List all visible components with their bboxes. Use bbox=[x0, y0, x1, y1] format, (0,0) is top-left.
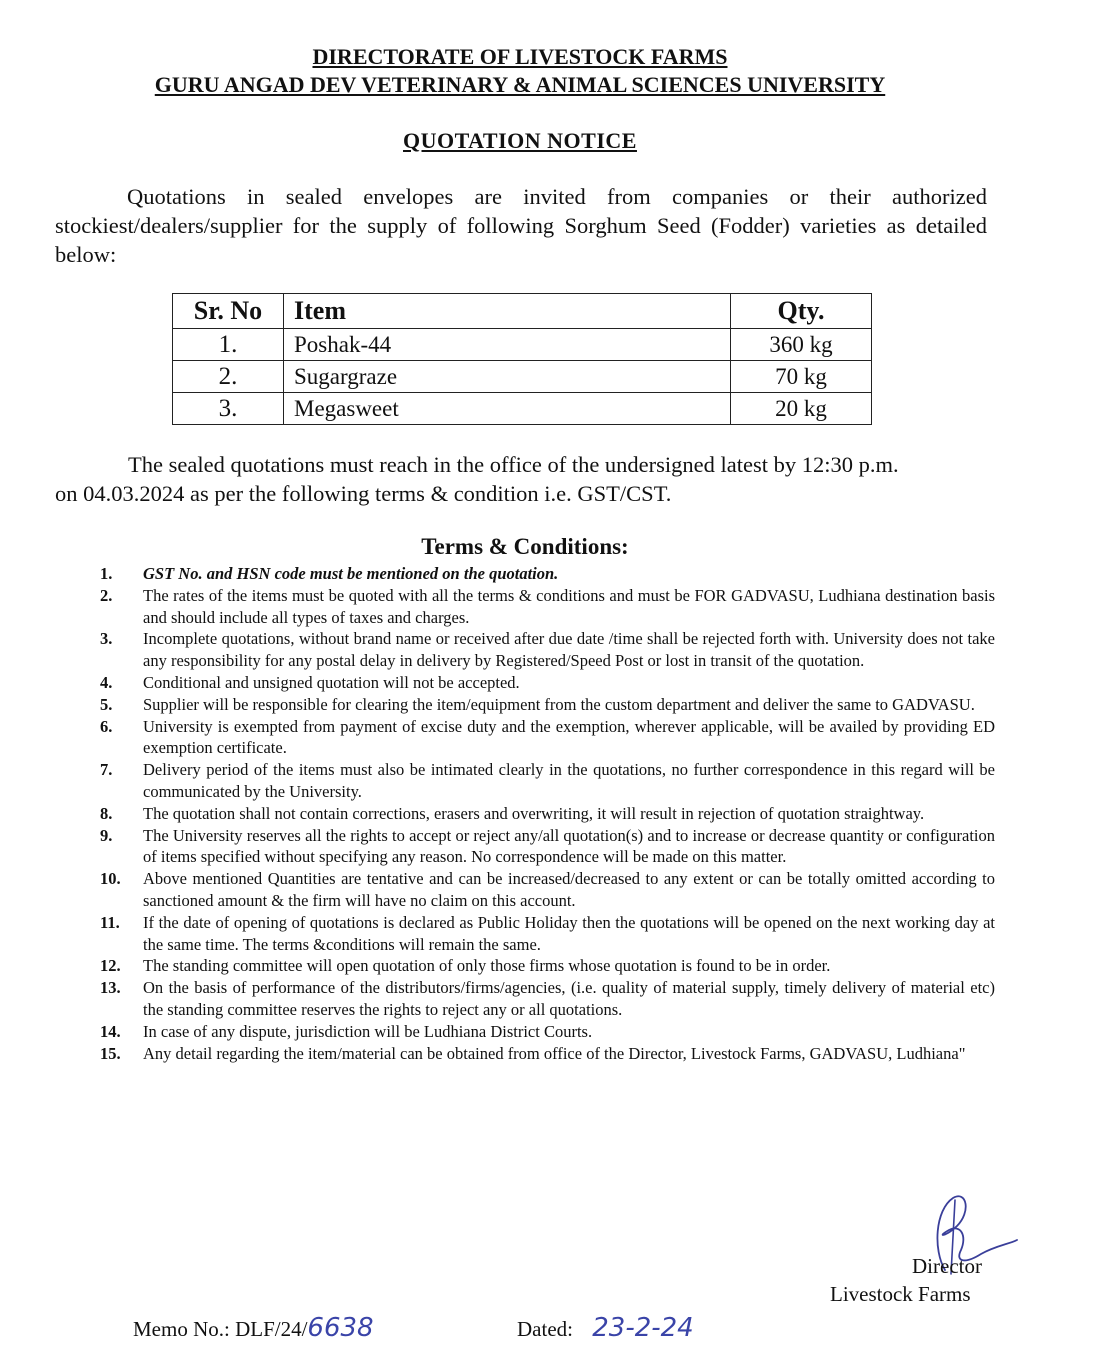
list-item bbox=[100, 672, 995, 694]
items-table bbox=[172, 293, 872, 425]
list-item bbox=[100, 628, 995, 672]
cell-sr: 2. bbox=[173, 361, 284, 393]
table-row bbox=[173, 393, 872, 425]
term-text: Delivery period of the items must also be intimated clearly in the quotations, no further correspondence in this regard will be communicated by the University. bbox=[143, 760, 995, 801]
signatory-title: Director bbox=[912, 1254, 982, 1278]
term-number: 12. bbox=[100, 956, 121, 976]
list-item bbox=[100, 955, 995, 977]
deadline-paragraph bbox=[55, 450, 995, 508]
cell-item: Megasweet bbox=[284, 393, 731, 425]
list-item bbox=[100, 1043, 995, 1065]
list-item bbox=[100, 803, 995, 825]
term-number: 10. bbox=[100, 869, 121, 889]
header-line-1: DIRECTORATE OF LIVESTOCK FARMS bbox=[312, 44, 728, 69]
list-item bbox=[100, 912, 995, 956]
list-item bbox=[100, 563, 995, 585]
terms-title: Terms & Conditions: bbox=[421, 534, 629, 559]
term-number: 7. bbox=[100, 760, 113, 780]
term-text: Any detail regarding the item/material can be obtained from office of the Director, Livestock Farms, GADVASU, Ludhiana" bbox=[143, 1043, 966, 1063]
term-number: 1. bbox=[100, 564, 113, 583]
cell-item: Sugargraze bbox=[284, 361, 731, 393]
memo-label: Memo No.: DLF/24/ bbox=[133, 1317, 308, 1341]
cell-item: Poshak-44 bbox=[284, 329, 731, 361]
term-text: In case of any dispute, jurisdiction will be Ludhiana District Courts. bbox=[143, 1021, 593, 1041]
term-number: 11. bbox=[100, 912, 120, 932]
header-qty: Qty. bbox=[731, 294, 872, 329]
list-item bbox=[100, 694, 995, 716]
term-text: University is exempted from payment of excise duty and the exemption, wherever applicable, will be availed by providing ED exemption certificate. bbox=[143, 716, 995, 758]
term-number: 15. bbox=[100, 1043, 121, 1063]
list-item bbox=[100, 585, 995, 629]
list-item bbox=[100, 868, 995, 912]
dated-label: Dated: bbox=[517, 1317, 573, 1341]
term-number: 2. bbox=[100, 585, 113, 605]
table-row bbox=[173, 329, 872, 361]
term-number: 13. bbox=[100, 978, 121, 998]
term-text: The University reserves all the rights to accept or reject any/all quotation(s) and to increase or decrease quantity or configuration of items specified without specifying any reason. No correspondence will be made on this matter. bbox=[143, 825, 995, 867]
notice-title: QUOTATION NOTICE bbox=[403, 128, 637, 153]
date-field bbox=[517, 1313, 694, 1343]
term-number: 9. bbox=[100, 825, 113, 845]
list-item bbox=[100, 825, 995, 869]
deadline-line-1: The sealed quotations must reach in the office of the undersigned latest by 12:30 p.m. bbox=[128, 452, 899, 477]
list-item bbox=[100, 759, 995, 803]
dated-handwritten-value: 23-2-24 bbox=[592, 1313, 694, 1343]
term-number: 8. bbox=[100, 803, 113, 823]
term-number: 14. bbox=[100, 1021, 121, 1041]
table-row bbox=[173, 361, 872, 393]
memo-number bbox=[133, 1313, 374, 1343]
term-text: The rates of the items must be quoted with all the terms & conditions and must be FOR GADVASU, Ludhiana destination basis and should include all types of taxes and charges. bbox=[143, 585, 995, 627]
term-text: Above mentioned Quantities are tentative and can be increased/decreased to any extent or can be totally omitted according to sanctioned amount & the firm will have no claim on this account. bbox=[143, 869, 995, 910]
term-number: 6. bbox=[100, 716, 113, 736]
cell-qty: 20 kg bbox=[731, 393, 872, 425]
term-text: On the basis of performance of the distributors/firms/agencies, (i.e. quality of material supply, timely delivery of material etc) the standing committee reserves the rights to reject any or all quotations. bbox=[143, 978, 995, 1019]
cell-sr: 3. bbox=[173, 393, 284, 425]
list-item bbox=[100, 1021, 995, 1043]
term-text: Incomplete quotations, without brand name or received after due date /time shall be rejected forth with. University does not take any responsibility for any postal delay in delivery by Registered/Speed Post or lost in transit of the quotation. bbox=[143, 629, 995, 671]
term-text: The standing committee will open quotation of only those firms whose quotation is found to be in order. bbox=[143, 956, 831, 976]
term-text: If the date of opening of quotations is declared as Public Holiday then the quotations will be opened on the next working day at the same time. The terms &conditions will remain the same. bbox=[143, 912, 995, 954]
term-number: 5. bbox=[100, 694, 113, 714]
cell-qty: 360 kg bbox=[731, 329, 872, 361]
term-number: 4. bbox=[100, 672, 113, 692]
list-item bbox=[100, 716, 995, 760]
term-text: The quotation shall not contain corrections, erasers and overwriting, it will result in rejection of quotation straightway. bbox=[143, 803, 925, 823]
header-line-2: GURU ANGAD DEV VETERINARY & ANIMAL SCIENCES UNIVERSITY bbox=[154, 72, 886, 97]
table-header-row bbox=[173, 294, 872, 329]
header-item: Item bbox=[284, 294, 731, 329]
term-text: Conditional and unsigned quotation will not be accepted. bbox=[143, 672, 520, 692]
term-number: 3. bbox=[100, 629, 113, 649]
cell-sr: 1. bbox=[173, 329, 284, 361]
header-sr-no: Sr. No bbox=[173, 294, 284, 329]
memo-handwritten-number: 6638 bbox=[307, 1313, 374, 1343]
list-item bbox=[100, 977, 995, 1021]
term-text: GST No. and HSN code must be mentioned on the quotation. bbox=[143, 564, 559, 583]
deadline-line-2: on 04.03.2024 as per the following terms & condition i.e. GST/CST. bbox=[55, 481, 672, 506]
cell-qty: 70 kg bbox=[731, 361, 872, 393]
intro-paragraph: Quotations in sealed envelopes are invited from companies or their authorized stockiest/dealers/supplier for the supply of following Sorghum Seed (Fodder) varieties as detailed below: bbox=[55, 184, 987, 267]
terms-list bbox=[100, 563, 995, 1064]
term-text: Supplier will be responsible for clearing the item/equipment from the custom department and deliver the same to GADVASU. bbox=[143, 694, 975, 714]
signatory-department: Livestock Farms bbox=[830, 1282, 971, 1306]
